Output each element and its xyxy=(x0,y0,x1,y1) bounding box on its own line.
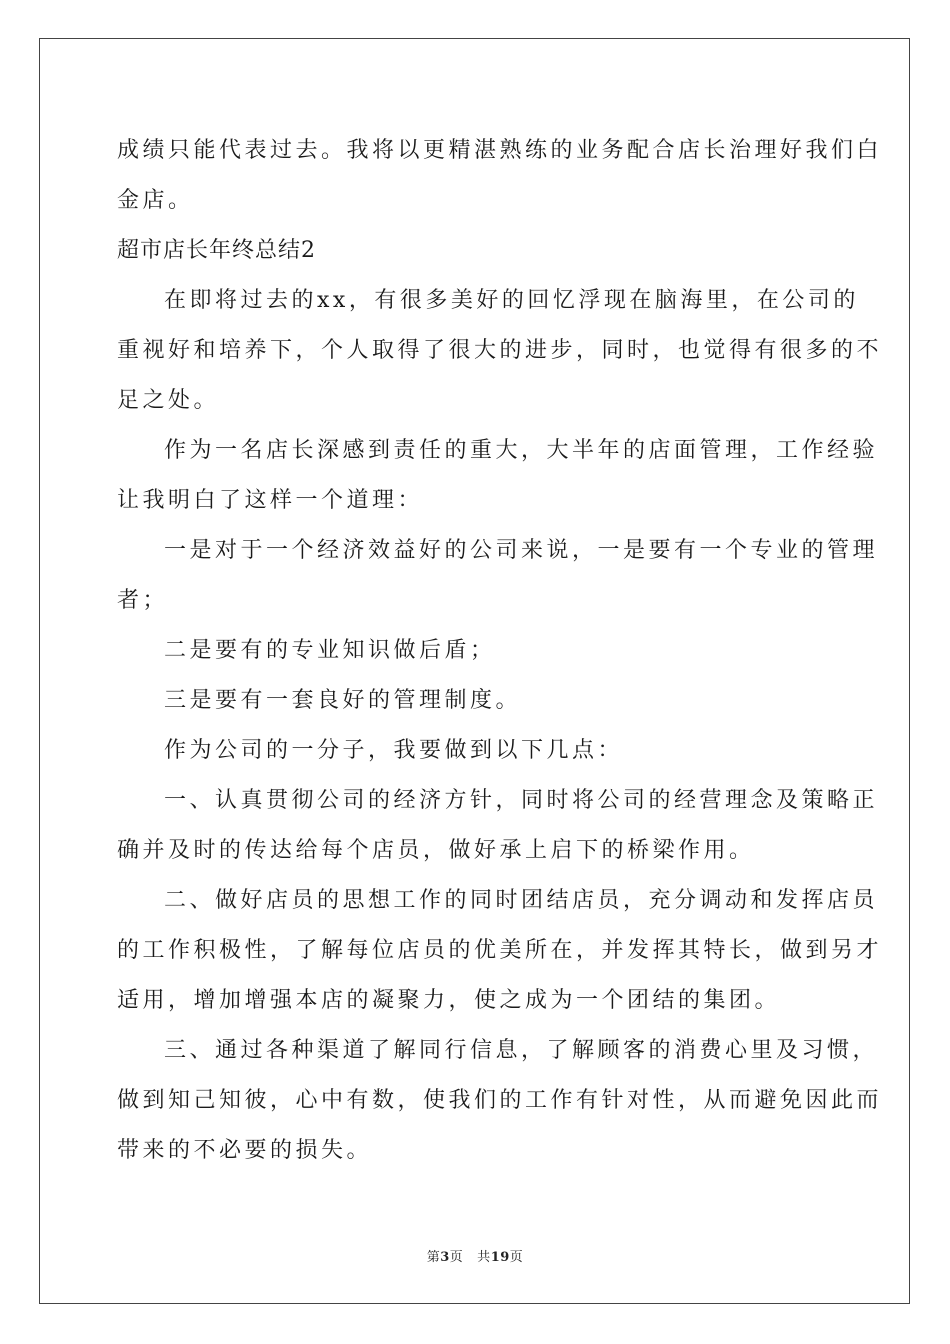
body-text-line: 确并及时的传达给每个店员，做好承上启下的桥梁作用。 xyxy=(117,838,755,863)
body-text-line: 重视好和培养下，个人取得了很大的进步，同时，也觉得有很多的不 xyxy=(117,338,883,363)
paragraph-first-line: 一、认真贯彻公司的经济方针，同时将公司的经营理念及策略正 xyxy=(164,788,879,813)
paragraph-first-line: 二是要有的专业知识做后盾； xyxy=(164,638,496,663)
paragraph-first-line: 作为一名店长深感到责任的重大，大半年的店面管理，工作经验 xyxy=(164,438,879,463)
paragraph-first-line: 三、通过各种渠道了解同行信息，了解顾客的消费心里及习惯， xyxy=(164,1038,879,1063)
paragraph-first-line: 作为公司的一分子，我要做到以下几点： xyxy=(164,738,624,763)
footer-total-prefix: 共 xyxy=(477,1250,491,1265)
body-text-line: 成绩只能代表过去。我将以更精湛熟练的业务配合店长治理好我们白 xyxy=(117,138,883,163)
document-body xyxy=(117,126,883,1176)
paragraph-first-line: 一是对于一个经济效益好的公司来说，一是要有一个专业的管理 xyxy=(164,538,879,563)
paragraph-first-line: 在即将过去的xx，有很多美好的回忆浮现在脑海里，在公司的 xyxy=(164,288,859,313)
page-number: 3 xyxy=(440,1250,450,1265)
paragraph-first-line: 三是要有一套良好的管理制度。 xyxy=(164,688,522,713)
body-text-line: 适用，增加增强本店的凝聚力，使之成为一个团结的集团。 xyxy=(117,988,781,1013)
footer-prefix: 第 xyxy=(426,1250,441,1265)
page-footer xyxy=(0,1246,950,1265)
body-text-line: 做到知己知彼，心中有数，使我们的工作有针对性，从而避免因此而 xyxy=(117,1088,883,1113)
paragraph-first-line: 二、做好店员的思想工作的同时团结店员，充分调动和发挥店员 xyxy=(164,888,879,913)
footer-total-suffix: 页 xyxy=(509,1250,524,1265)
body-text-line: 带来的不必要的损失。 xyxy=(117,1138,373,1163)
footer-page-suffix: 页 xyxy=(449,1250,464,1265)
body-text-line: 金店。 xyxy=(117,188,194,213)
body-text-line: 者； xyxy=(117,588,169,613)
section-heading: 超市店长年终总结2 xyxy=(117,238,316,263)
body-text-line: 的工作积极性，了解每位店员的优美所在，并发挥其特长，做到另才 xyxy=(117,938,883,963)
body-text-line: 足之处。 xyxy=(117,388,220,413)
total-pages: 19 xyxy=(490,1250,510,1265)
body-text-line: 让我明白了这样一个道理： xyxy=(117,488,424,513)
